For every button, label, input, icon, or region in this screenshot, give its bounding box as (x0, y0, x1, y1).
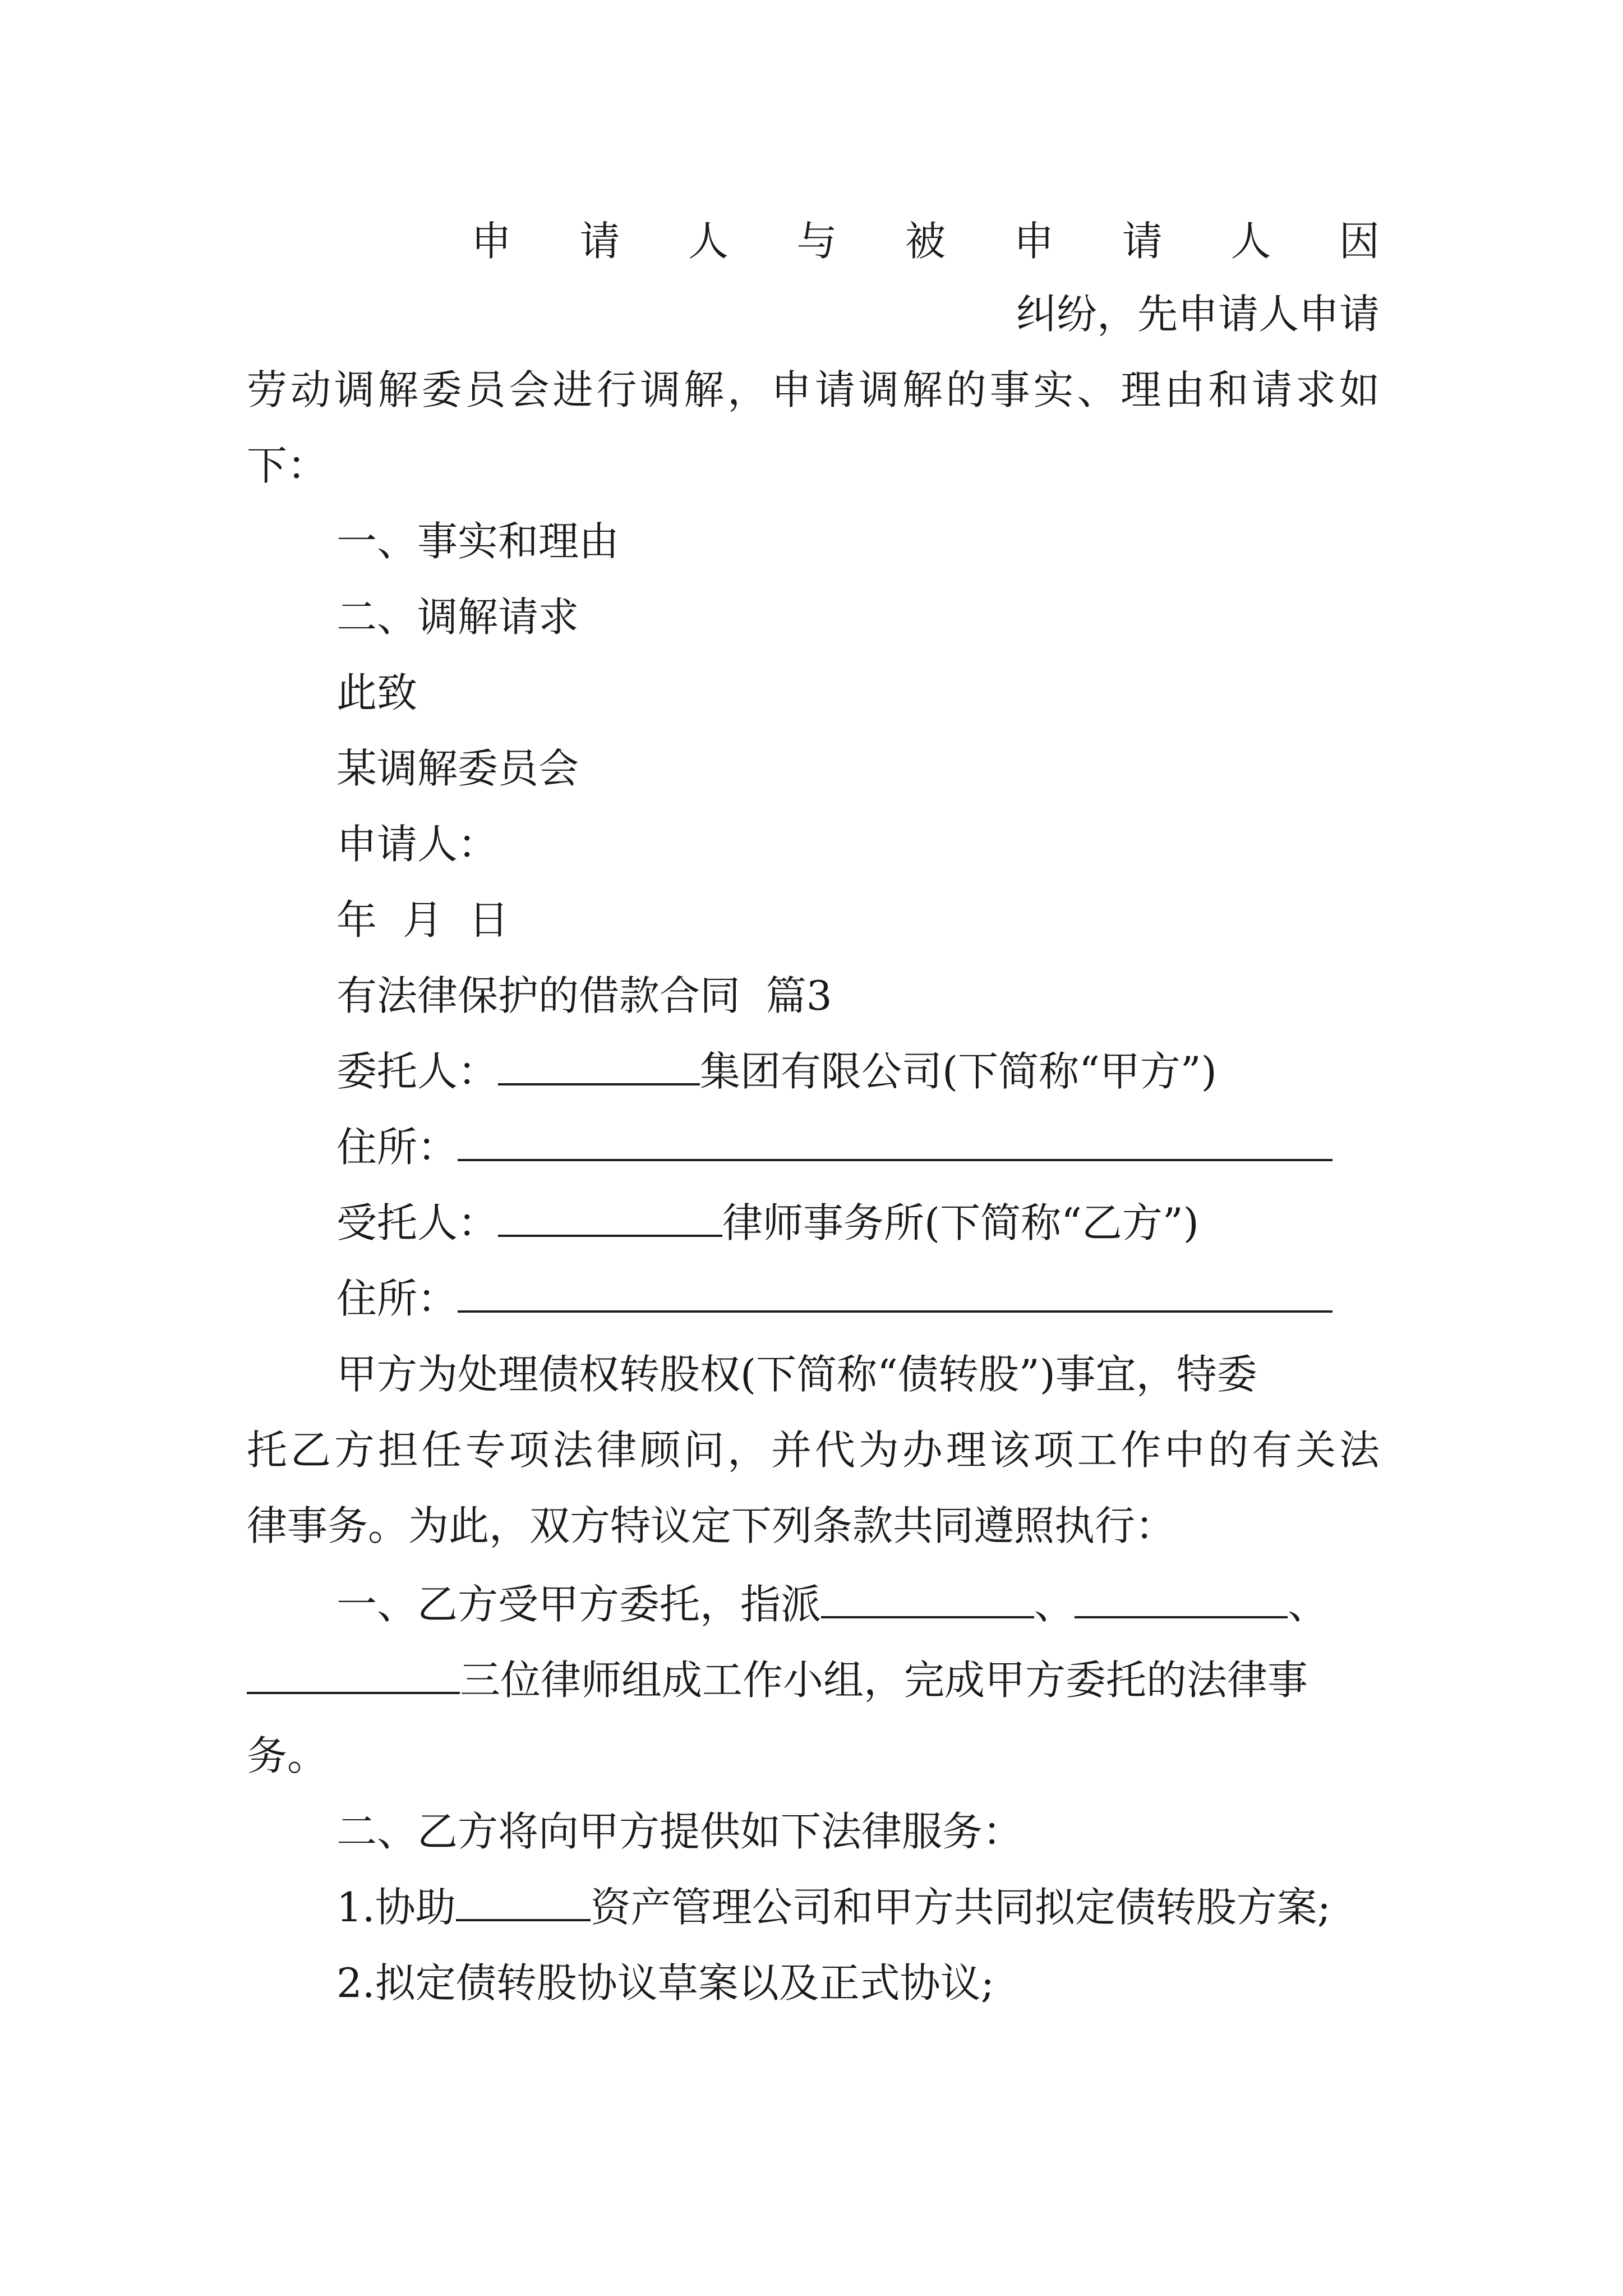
lawyer-1-blank (821, 1577, 1034, 1618)
asset-company-blank (456, 1880, 591, 1921)
intro-line-2: 纠纷，先申请人申请 (1016, 291, 1380, 338)
client-address-line (336, 1119, 1332, 1175)
intro-char: 请 (1122, 218, 1163, 265)
intro-line-4: 下： (247, 442, 328, 489)
clause-1-prefix: 一、乙方受甲方委托，指派 (336, 1581, 822, 1628)
address-label: 住所： (336, 1275, 458, 1322)
clause-2: 二、乙方将向甲方提供如下法律服务： (336, 1808, 1023, 1855)
paragraph-1-line-1: 甲方为处理债权转股权(下简称“债转股”)事宜，特委 (336, 1351, 1257, 1398)
agent-line (336, 1195, 1199, 1251)
agent-suffix: 律师事务所(下简称“乙方”) (722, 1199, 1199, 1246)
intro-char: 被 (905, 218, 946, 265)
intro-char: 因 (1339, 218, 1380, 265)
intro-char: 人 (688, 218, 728, 265)
intro-char: 与 (796, 218, 837, 265)
service-2: 2.拟定债转股协议草案以及正式协议; (336, 1959, 994, 2007)
paragraph-1-line-3: 律事务。为此，双方特议定下列条款共同遵照执行： (247, 1502, 1176, 1549)
applicant-label: 申请人： (336, 821, 499, 868)
clause-1-line-1 (336, 1576, 1328, 1632)
address-label: 住所： (336, 1124, 458, 1171)
service-1-prefix: 1.协助 (336, 1884, 456, 1931)
service-1 (336, 1879, 1331, 1935)
intro-char: 请 (579, 218, 620, 265)
clause-1-line-2 (247, 1652, 1308, 1708)
intro-line-1 (471, 213, 1380, 269)
client-label: 委托人： (336, 1048, 499, 1095)
agent-address-line (336, 1271, 1332, 1327)
client-suffix: 集团有限公司(下简称“甲方”) (700, 1048, 1217, 1095)
agent-address-blank (458, 1271, 1332, 1313)
date-line: 年 月 日 (336, 896, 509, 944)
recipient: 某调解委员会 (336, 745, 579, 792)
intro-char: 申 (471, 218, 512, 265)
paragraph-1-line-2: 托乙方担任专项法律顾问，并代为办理该项工作中的有关法 (247, 1427, 1380, 1474)
service-1-suffix: 资产管理公司和甲方共同拟定债转股方案; (590, 1884, 1331, 1931)
clause-1-line-3: 务。 (247, 1732, 328, 1779)
section-facts: 一、事实和理由 (336, 518, 620, 565)
closing: 此致 (336, 669, 418, 716)
client-name-blank (498, 1044, 700, 1085)
intro-char: 人 (1230, 218, 1271, 265)
clause-1-line-2-text: 三位律师组成工作小组，完成甲方委托的法律事 (460, 1657, 1308, 1704)
lawyer-2-blank (1075, 1577, 1288, 1618)
agent-name-blank (498, 1195, 722, 1237)
section-request: 二、调解请求 (336, 593, 579, 641)
lawyer-3-blank (247, 1653, 460, 1694)
intro-char: 申 (1013, 218, 1054, 265)
client-line (336, 1043, 1217, 1099)
contract-heading: 有法律保护的借款合同 篇3 (336, 972, 832, 1019)
intro-line-3: 劳动调解委员会进行调解，申请调解的事实、理由和请求如 (247, 366, 1380, 413)
client-address-blank (458, 1120, 1332, 1161)
separator: 、 (1034, 1581, 1075, 1628)
agent-label: 受托人： (336, 1199, 499, 1246)
separator: 、 (1288, 1581, 1329, 1628)
